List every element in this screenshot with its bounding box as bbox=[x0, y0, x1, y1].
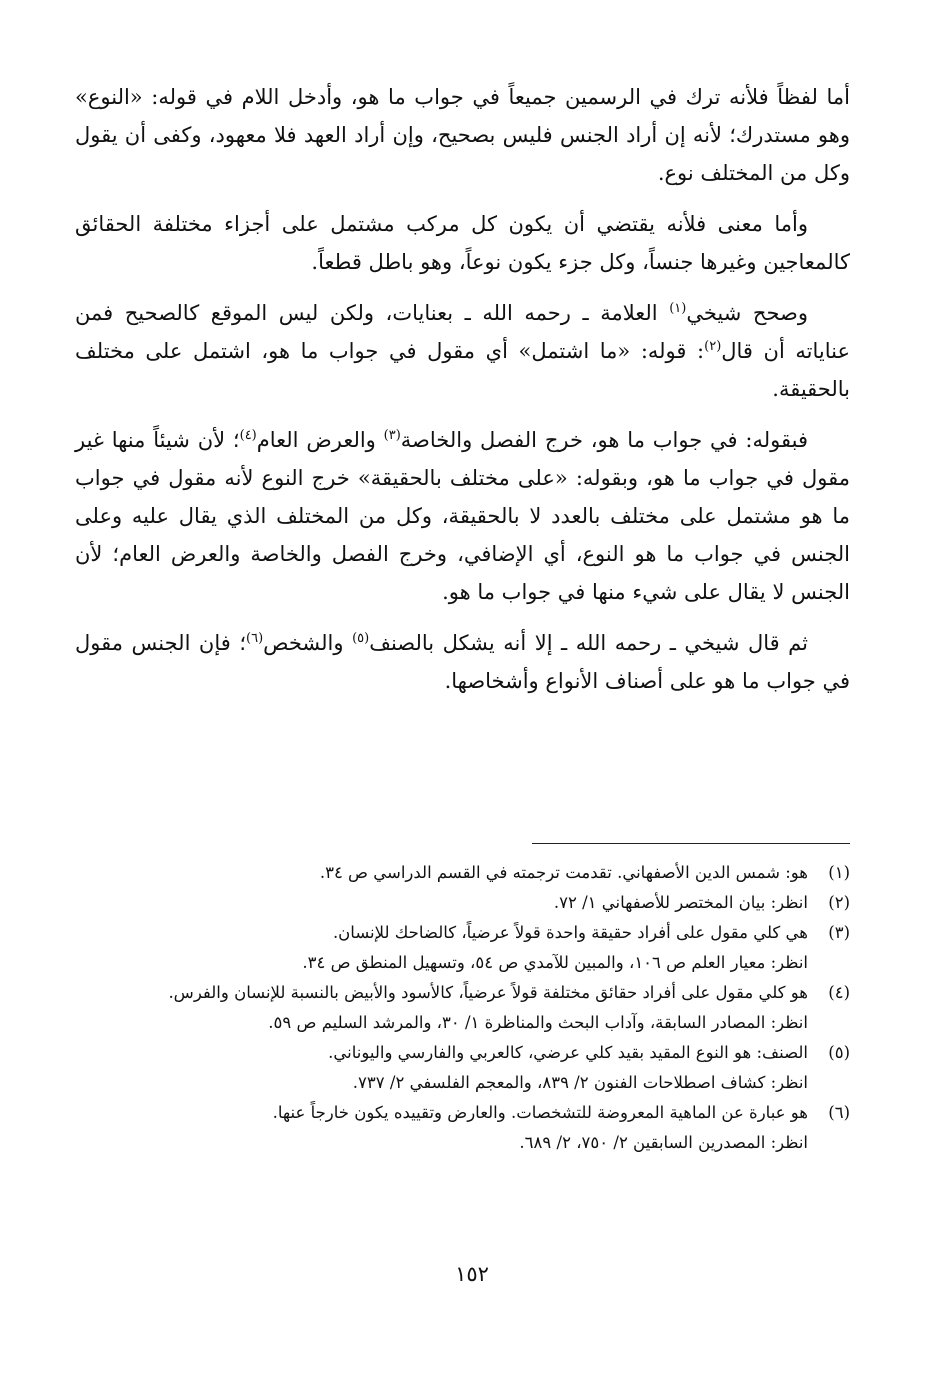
footnote-number: (٢) bbox=[828, 893, 850, 912]
footnote bbox=[75, 1098, 850, 1128]
footnotes bbox=[75, 858, 850, 1158]
paragraph-text: والعرض العام bbox=[256, 428, 384, 452]
paragraph bbox=[75, 78, 850, 192]
paragraph-text: ثم قال شيخي ـ رحمه الله ـ إلا أنه يشكل بالصنف bbox=[369, 631, 808, 655]
footnote bbox=[75, 978, 850, 1008]
footnote-number: (٦) bbox=[828, 1103, 850, 1122]
footnote-number: (٣) bbox=[828, 923, 850, 942]
footnote-reference: انظر: كشاف اصطلاحات الفنون ٢/ ٨٣٩، والمعجم الفلسفي ٢/ ٧٣٧. bbox=[352, 1073, 808, 1092]
footnote-marker[interactable]: (٦) bbox=[246, 631, 264, 646]
footnote bbox=[75, 918, 850, 948]
paragraph-text: ؛ لأن شيئاً منها غير مقول في جواب ما هو، وبقوله: «على مختلف بالحقيقة» خرج النوع لأنه مقول في جواب ما هو مشتمل على مختلف بالعدد لا بالحقيقة، وكل من المختلف الذي يقال عليه وعلى الجنس في جواب ما هو النوع، أي الإضافي، وخرج الفصل والخاصة والعرض العام؛ لأن الجنس لا يقال على شيء منها في جواب ما هو. bbox=[75, 428, 850, 604]
footnote-reference: انظر: معيار العلم ص ١٠٦، والمبين للآمدي ص ٥٤، وتسهيل المنطق ص ٣٤. bbox=[302, 953, 808, 972]
footnote bbox=[75, 888, 850, 918]
footnote-marker[interactable]: (٣) bbox=[383, 428, 401, 443]
paragraph bbox=[75, 624, 850, 700]
footnote-reference: انظر: المصادر السابقة، وآداب البحث والمناظرة ١/ ٣٠، والمرشد السليم ص ٥٩. bbox=[268, 1013, 808, 1032]
footnote-marker[interactable]: (٤) bbox=[239, 428, 257, 443]
paragraph-text: فبقوله: في جواب ما هو، خرج الفصل والخاصة bbox=[400, 428, 808, 452]
footnote-text: انظر: بيان المختصر للأصفهاني ١/ ٧٢. bbox=[553, 893, 808, 912]
paragraph-text: والشخص bbox=[263, 631, 353, 655]
footnote bbox=[75, 1038, 850, 1068]
footnote-text: هي كلي مقول على أفراد حقيقة واحدة قولاً عرضياً، كالضاحك للإنسان. bbox=[332, 923, 808, 942]
footnote-text: هو عبارة عن الماهية المعروضة للتشخصات. والعارض وتقييده يكون خارجاً عنها. bbox=[272, 1103, 808, 1122]
footnote-number: (٥) bbox=[828, 1043, 850, 1062]
footnote-marker[interactable]: (٥) bbox=[352, 631, 370, 646]
footnote-text: هو: شمس الدين الأصفهاني. تقدمت ترجمته في القسم الدراسي ص ٣٤. bbox=[319, 863, 808, 882]
paragraph-text: : قوله: «ما اشتمل» أي مقول في جواب ما هو، اشتمل على مختلف بالحقيقة. bbox=[75, 339, 850, 401]
footnote-number: (١) bbox=[828, 863, 850, 882]
main-text bbox=[75, 78, 850, 713]
footnote-text: الصنف: هو النوع المقيد بقيد كلي عرضي، كالعربي والفارسي واليوناني. bbox=[328, 1043, 808, 1062]
paragraph bbox=[75, 421, 850, 611]
paragraph-text: وصحح شيخي bbox=[686, 301, 808, 325]
paragraph-text: العلامة ـ رحمه الله ـ بعنايات، ولكن ليس الموقع كالصحيح فمن عناياته أن قال bbox=[75, 301, 851, 363]
paragraph-text: أما لفظاً فلأنه ترك في الرسمين جميعاً في جواب ما هو، وأدخل اللام في قوله: «النوع» وهو مستدرك؛ لأنه إن أراد الجنس فليس بصحيح، وإن أراد العهد فلا معهود، وكفى أن يقول وكل من المختلف نوع. bbox=[75, 85, 850, 185]
paragraph bbox=[75, 205, 850, 281]
paragraph-text: وأما معنى فلأنه يقتضي أن يكون كل مركب مشتمل على أجزاء مختلفة الحقائق كالمعاجين وغيرها جنساً، وكل جزء يكون نوعاً، وهو باطل قطعاً. bbox=[75, 212, 850, 274]
footnote-marker[interactable]: (٢) bbox=[704, 339, 722, 354]
paragraph bbox=[75, 294, 850, 408]
page-number: ١٥٢ bbox=[455, 1262, 489, 1286]
footnote-number: (٤) bbox=[828, 983, 850, 1002]
footnote-text: هو كلي مقول على أفراد حقائق مختلفة قولاً عرضياً، كالأسود والأبيض بالنسبة للإنسان والفرس. bbox=[168, 983, 808, 1002]
footnote bbox=[75, 858, 850, 888]
footnote-reference: انظر: المصدرين السابقين ٢/ ٧٥٠، ٢/ ٦٨٩. bbox=[519, 1133, 808, 1152]
footnote-marker[interactable]: (١) bbox=[669, 301, 687, 316]
paragraph-text: ؛ فإن الجنس مقول في جواب ما هو على أصناف الأنواع وأشخاصها. bbox=[75, 631, 850, 693]
footnote-separator bbox=[532, 843, 850, 844]
